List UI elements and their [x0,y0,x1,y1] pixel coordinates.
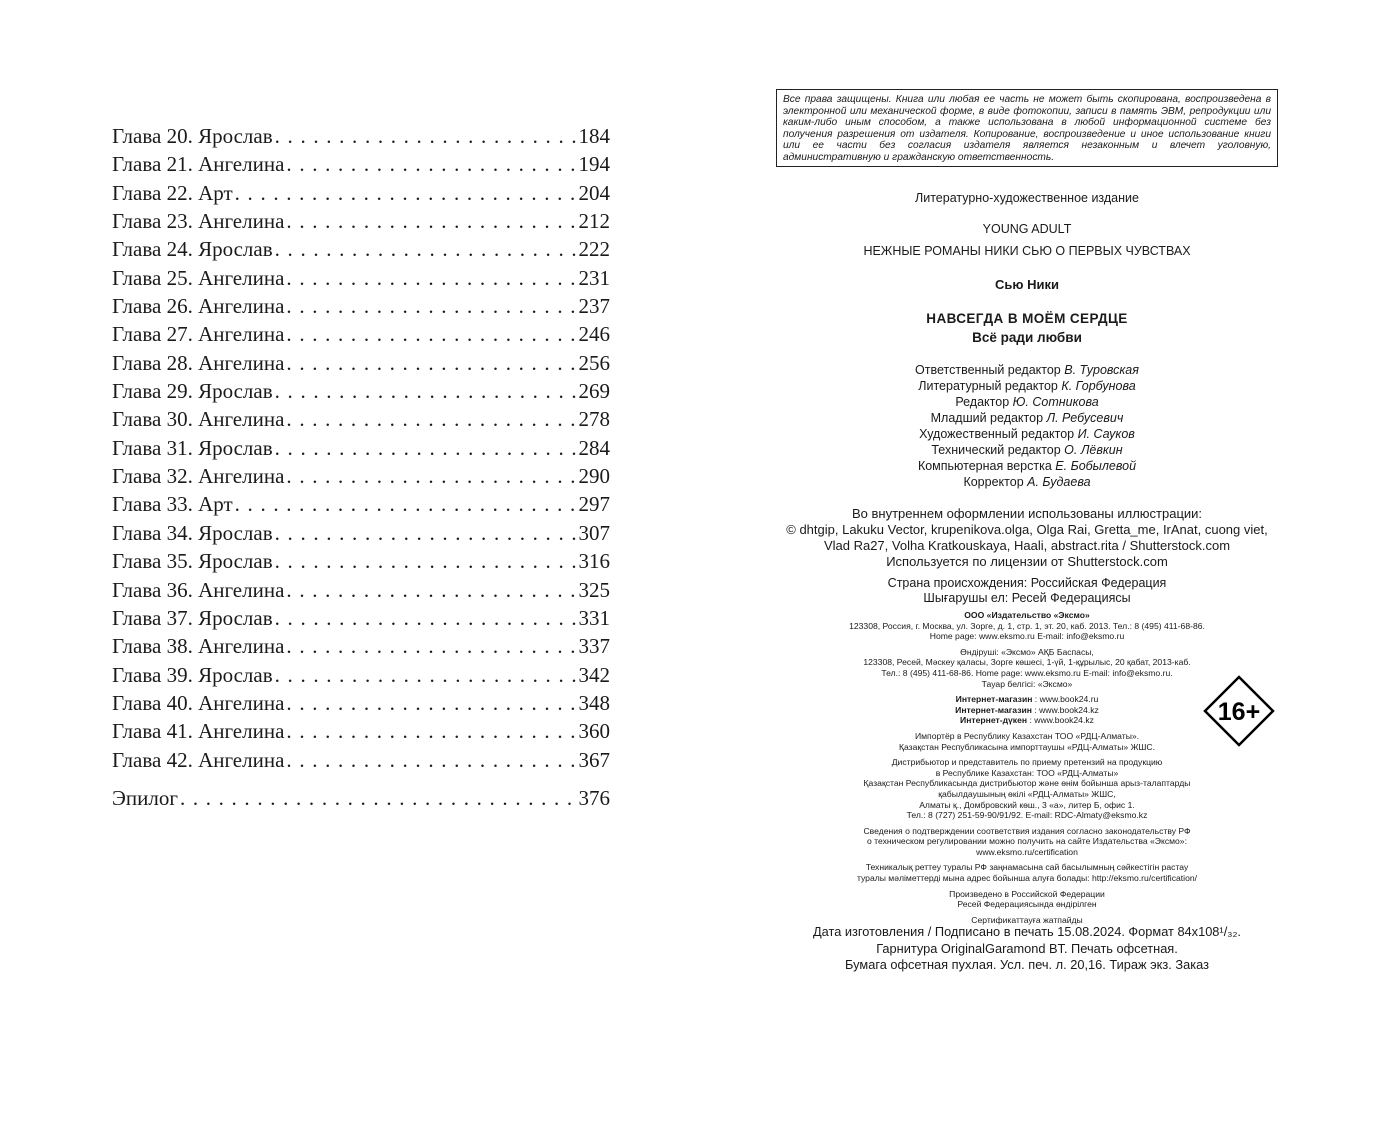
toc-page-number: 231 [578,265,610,290]
credit-name: А. Будаева [1027,475,1091,489]
publisher-line: Сведения о подтверждении соответствия издания согласно законодательству РФ [863,825,1191,836]
toc-entry [112,634,610,662]
series-name: НЕЖНЫЕ РОМАНЫ НИКИ СЬЮ О ПЕРВЫХ ЧУВСТВАХ [863,244,1191,258]
edition-type: Литературно-художественное издание [915,191,1139,205]
toc-epilogue [112,786,610,814]
publisher-line: Қазақстан Республикасына импорттаушы «РДЦ-Алматы» ЖШС. [898,741,1155,752]
toc-title: Глава 28. Ангелина [112,350,285,375]
toc-title: Глава 40. Ангелина [112,690,285,715]
production-line: Бумага офсетная пухлая. Усл. печ. л. 20,16. Тираж экз. Заказ [845,957,1209,972]
publisher-line: 123308, Россия, г. Москва, ул. Зорге, д. 1, стр. 1, эт. 20, каб. 2013. Тел.: 8 (495) 411-68-86. [849,620,1205,631]
production-details [776,924,1278,974]
book-subtitle: Всё ради любви [972,330,1082,345]
credits-list [776,362,1278,490]
toc-title: Глава 38. Ангелина [112,634,285,659]
toc-title: Глава 42. Ангелина [112,747,285,772]
toc-page-number: 246 [578,322,610,347]
publisher-line: Ресей Федерациясында өндірілген [957,899,1097,910]
toc-title: Глава 24. Ярослав [112,237,273,262]
credit-role: Литературный редактор [918,379,1062,393]
toc-title: Глава 25. Ангелина [112,265,285,290]
toc-title: Глава 32. Ангелина [112,464,285,489]
illustration-line: © dhtgip, Lakuku Vector, krupenikova.olga, Olga Rai, Gretta_me, IrAnat, cuong viet, [786,522,1268,537]
age-rating-badge [1203,675,1275,747]
toc-page-number: 184 [578,124,610,148]
toc-leader [284,152,578,177]
publisher-line: Дистрибьютор и представитель по приему претензий на продукцию [891,757,1163,768]
credit-line [776,394,1278,410]
publisher-line: Алматы қ., Домбровский көш., 3 «а», литер Б, офис 1. [919,799,1135,810]
toc-entry [112,351,610,379]
publisher-line: Интернет-магазин : www.book24.ru [955,694,1099,705]
credit-line [776,362,1278,378]
toc-leader [273,124,579,149]
toc-entry [112,578,610,606]
publisher-line: қабылдаушының өкілі «РДЦ-Алматы» ЖШС, [938,788,1116,799]
toc-title: Глава 34. Ярослав [112,520,273,545]
toc-title: Глава 26. Ангелина [112,294,285,319]
toc-title: Глава 22. Арт [112,180,233,205]
toc-leader [284,351,578,376]
credit-role: Технический редактор [931,443,1065,457]
credit-name: Е. Бобылевой [1055,459,1137,473]
credit-name: В. Туровская [1064,363,1139,377]
toc-entry [112,719,610,747]
toc-entry [112,492,610,520]
publisher-line: Өндіруші: «Эксмо» АҚБ Баспасы, [960,646,1094,657]
publisher-line: Тауар белгісі: «Эксмо» [981,678,1073,689]
toc-page-number: 278 [578,407,610,432]
illustration-line: Во внутреннем оформлении использованы иллюстрации: [851,506,1203,521]
toc-leader [273,379,579,404]
toc-entry [112,691,610,719]
origin-line: Страна происхождения: Российская Федерация [887,576,1167,590]
toc-leader [284,209,578,234]
toc-leader [233,181,579,206]
table-of-contents [112,124,610,814]
toc-leader [273,549,579,574]
publisher-line: Техникалық реттеу туралы РФ заңнамасына сай басылымның сәйкестігін растау [865,862,1189,873]
toc-page-number: 297 [578,492,610,517]
credit-name: К. Горбунова [1061,379,1136,393]
toc-entry [112,181,610,209]
credit-role: Младший редактор [930,411,1047,425]
toc-entry [112,663,610,691]
credit-role: Ответственный редактор [915,363,1065,377]
category: YOUNG ADULT [982,222,1072,236]
toc-title: Глава 33. Арт [112,492,233,517]
toc-title: Глава 41. Ангелина [112,719,285,744]
toc-entry [112,124,610,152]
toc-leader [284,322,578,347]
publisher-line: Интернет-дүкен : www.book24.kz [960,715,1094,726]
toc-leader [284,748,578,773]
publisher-line: 123308, Ресей, Мәскеу қаласы, Зорге көшесі, 1-үй, 1-құрылыс, 20 қабат, 2013-каб. [863,657,1191,668]
toc-page-number: 222 [578,237,610,262]
toc-entry [112,379,610,407]
toc-title: Глава 36. Ангелина [112,577,285,602]
toc-page-number: 342 [578,662,610,687]
toc-entry [112,237,610,265]
toc-page-number: 337 [578,634,610,659]
credit-name: Ю. Сотникова [1012,395,1099,409]
toc-leader [284,407,578,432]
credit-line [776,410,1278,426]
illustration-line: Vlad Ra27, Volha Kratkouskaya, Haali, abstract.rita / Shutterstock.com [823,538,1231,553]
toc-page-number: 237 [578,294,610,319]
toc-entry [112,606,610,634]
toc-title: Глава 27. Ангелина [112,322,285,347]
credit-line [776,378,1278,394]
production-line: Дата изготовления / Подписано в печать 15.08.2024. Формат 84x108¹/₃₂. [813,924,1241,939]
toc-title: Глава 23. Ангелина [112,209,285,234]
toc-page-number: 376 [578,785,610,810]
toc-entry [112,436,610,464]
publisher-line: Тел.: 8 (495) 411-68-86. Home page: www.eksmo.ru E-mail: info@eksmo.ru. [881,667,1173,678]
toc-page-number: 348 [578,690,610,715]
toc-title: Глава 39. Ярослав [112,662,273,687]
toc-page-number: 360 [578,719,610,744]
book-title: НАВСЕГДА В МОЁМ СЕРДЦЕ [926,311,1128,326]
toc-page-number: 290 [578,464,610,489]
toc-leader [284,578,578,603]
toc-leader [273,521,579,546]
credit-role: Редактор [955,395,1013,409]
credit-name: Л. Ребусевич [1046,411,1124,425]
credit-role: Компьютерная верстка [917,459,1056,473]
toc-leader [284,691,578,716]
toc-entry [112,322,610,350]
toc-leader [273,436,579,461]
illustration-credits [776,506,1278,570]
toc-leader [273,606,579,631]
toc-leader [273,663,579,688]
credit-role: Корректор [963,475,1028,489]
publisher-line: Интернет-магазин : www.book24.kz [955,704,1099,715]
toc-entry [112,549,610,577]
toc-leader [284,634,578,659]
toc-title: Эпилог [112,785,178,810]
toc-page-number: 307 [578,520,610,545]
toc-page-number: 269 [578,379,610,404]
credit-line [776,458,1278,474]
toc-leader [284,294,578,319]
illustration-line: Используется по лицензии от Shutterstock.com [886,554,1168,569]
publisher-line: Произведено в Российской Федерации [949,888,1105,899]
toc-entry [112,521,610,549]
toc-title: Глава 29. Ярослав [112,379,273,404]
publisher-line: Home page: www.eksmo.ru E-mail: info@eksmo.ru [929,631,1125,642]
credit-name: И. Сауков [1077,427,1135,441]
toc-entry [112,266,610,294]
toc-entry [112,294,610,322]
toc-title: Глава 21. Ангелина [112,152,285,177]
toc-entry [112,407,610,435]
publisher-line: ООО «Издательство «Эксмо» [964,610,1090,620]
toc-leader [284,266,578,291]
toc-title: Глава 20. Ярослав [112,124,273,148]
country-of-origin [776,576,1278,606]
toc-entry [112,152,610,180]
rights-notice: Все права защищены. Книга или любая ее часть не может быть скопирована, воспроизведена в электронной или механической форме, в виде фотокопии, записи в память ЭВМ, репродукции или каким-либо иным способом, а также использована в любой информационной системе без получения разрешения от издателя. Копирование, воспроизведение и иное использование книги или ее части без согласия издателя является незаконным и влечет уголовную, административную и гражданскую ответственность. [776,89,1278,167]
publisher-line: в Республике Казахстан: ТОО «РДЦ-Алматы» [935,767,1119,778]
publisher-line: о техническом регулировании можно получить на сайте Издательства «Эксмо»: [867,836,1187,847]
toc-leader [233,492,579,517]
toc-page-number: 316 [578,549,610,574]
origin-line: Шығарушы ел: Ресей Федерациясы [923,591,1131,605]
toc-entry [112,464,610,492]
production-line: Гарнитура OriginalGaramond BT. Печать офсетная. [876,940,1178,956]
toc-leader [284,719,578,744]
toc-leader [284,464,578,489]
toc-title: Глава 30. Ангелина [112,407,285,432]
publisher-line: Сертификаттауға жатпайды [971,914,1083,925]
toc-title: Глава 31. Ярослав [112,435,273,460]
publisher-line: Тел.: 8 (727) 251-59-90/91/92. E-mail: RDC-Almaty@eksmo.kz [906,810,1148,821]
toc-page-number: 212 [578,209,610,234]
toc-leader [273,237,579,262]
toc-page-number: 194 [578,152,610,177]
credit-role: Художественный редактор [919,427,1078,441]
publisher-line: Импортёр в Республику Казахстан ТОО «РДЦ-Алматы». [914,730,1140,741]
publisher-line: Қазақстан Республикасында дистрибьютор және өнім бойынша арыз-талаптарды [863,778,1191,789]
age-rating-label: 16+ [1217,698,1261,726]
credit-line [776,442,1278,458]
publisher-line: туралы мәліметтерді мына адрес бойынша алуға болады: http://eksmo.ru/certification/ [856,873,1198,884]
toc-entry [112,209,610,237]
toc-page-number: 367 [578,747,610,772]
publisher-line: www.eksmo.ru/certification [976,846,1078,857]
toc-entry [112,748,610,776]
toc-page-number: 204 [578,180,610,205]
toc-title: Глава 37. Ярослав [112,605,273,630]
toc-title: Глава 35. Ярослав [112,549,273,574]
credit-line [776,426,1278,442]
toc-page-number: 325 [578,577,610,602]
toc-page-number: 331 [578,605,610,630]
toc-page-number: 284 [578,435,610,460]
toc-leader [178,786,579,811]
publisher-info [776,610,1278,925]
credit-line [776,474,1278,490]
credit-name: О. Лёвкин [1064,443,1123,457]
toc-page-number: 256 [578,350,610,375]
author-name: Сью Ники [995,277,1059,292]
